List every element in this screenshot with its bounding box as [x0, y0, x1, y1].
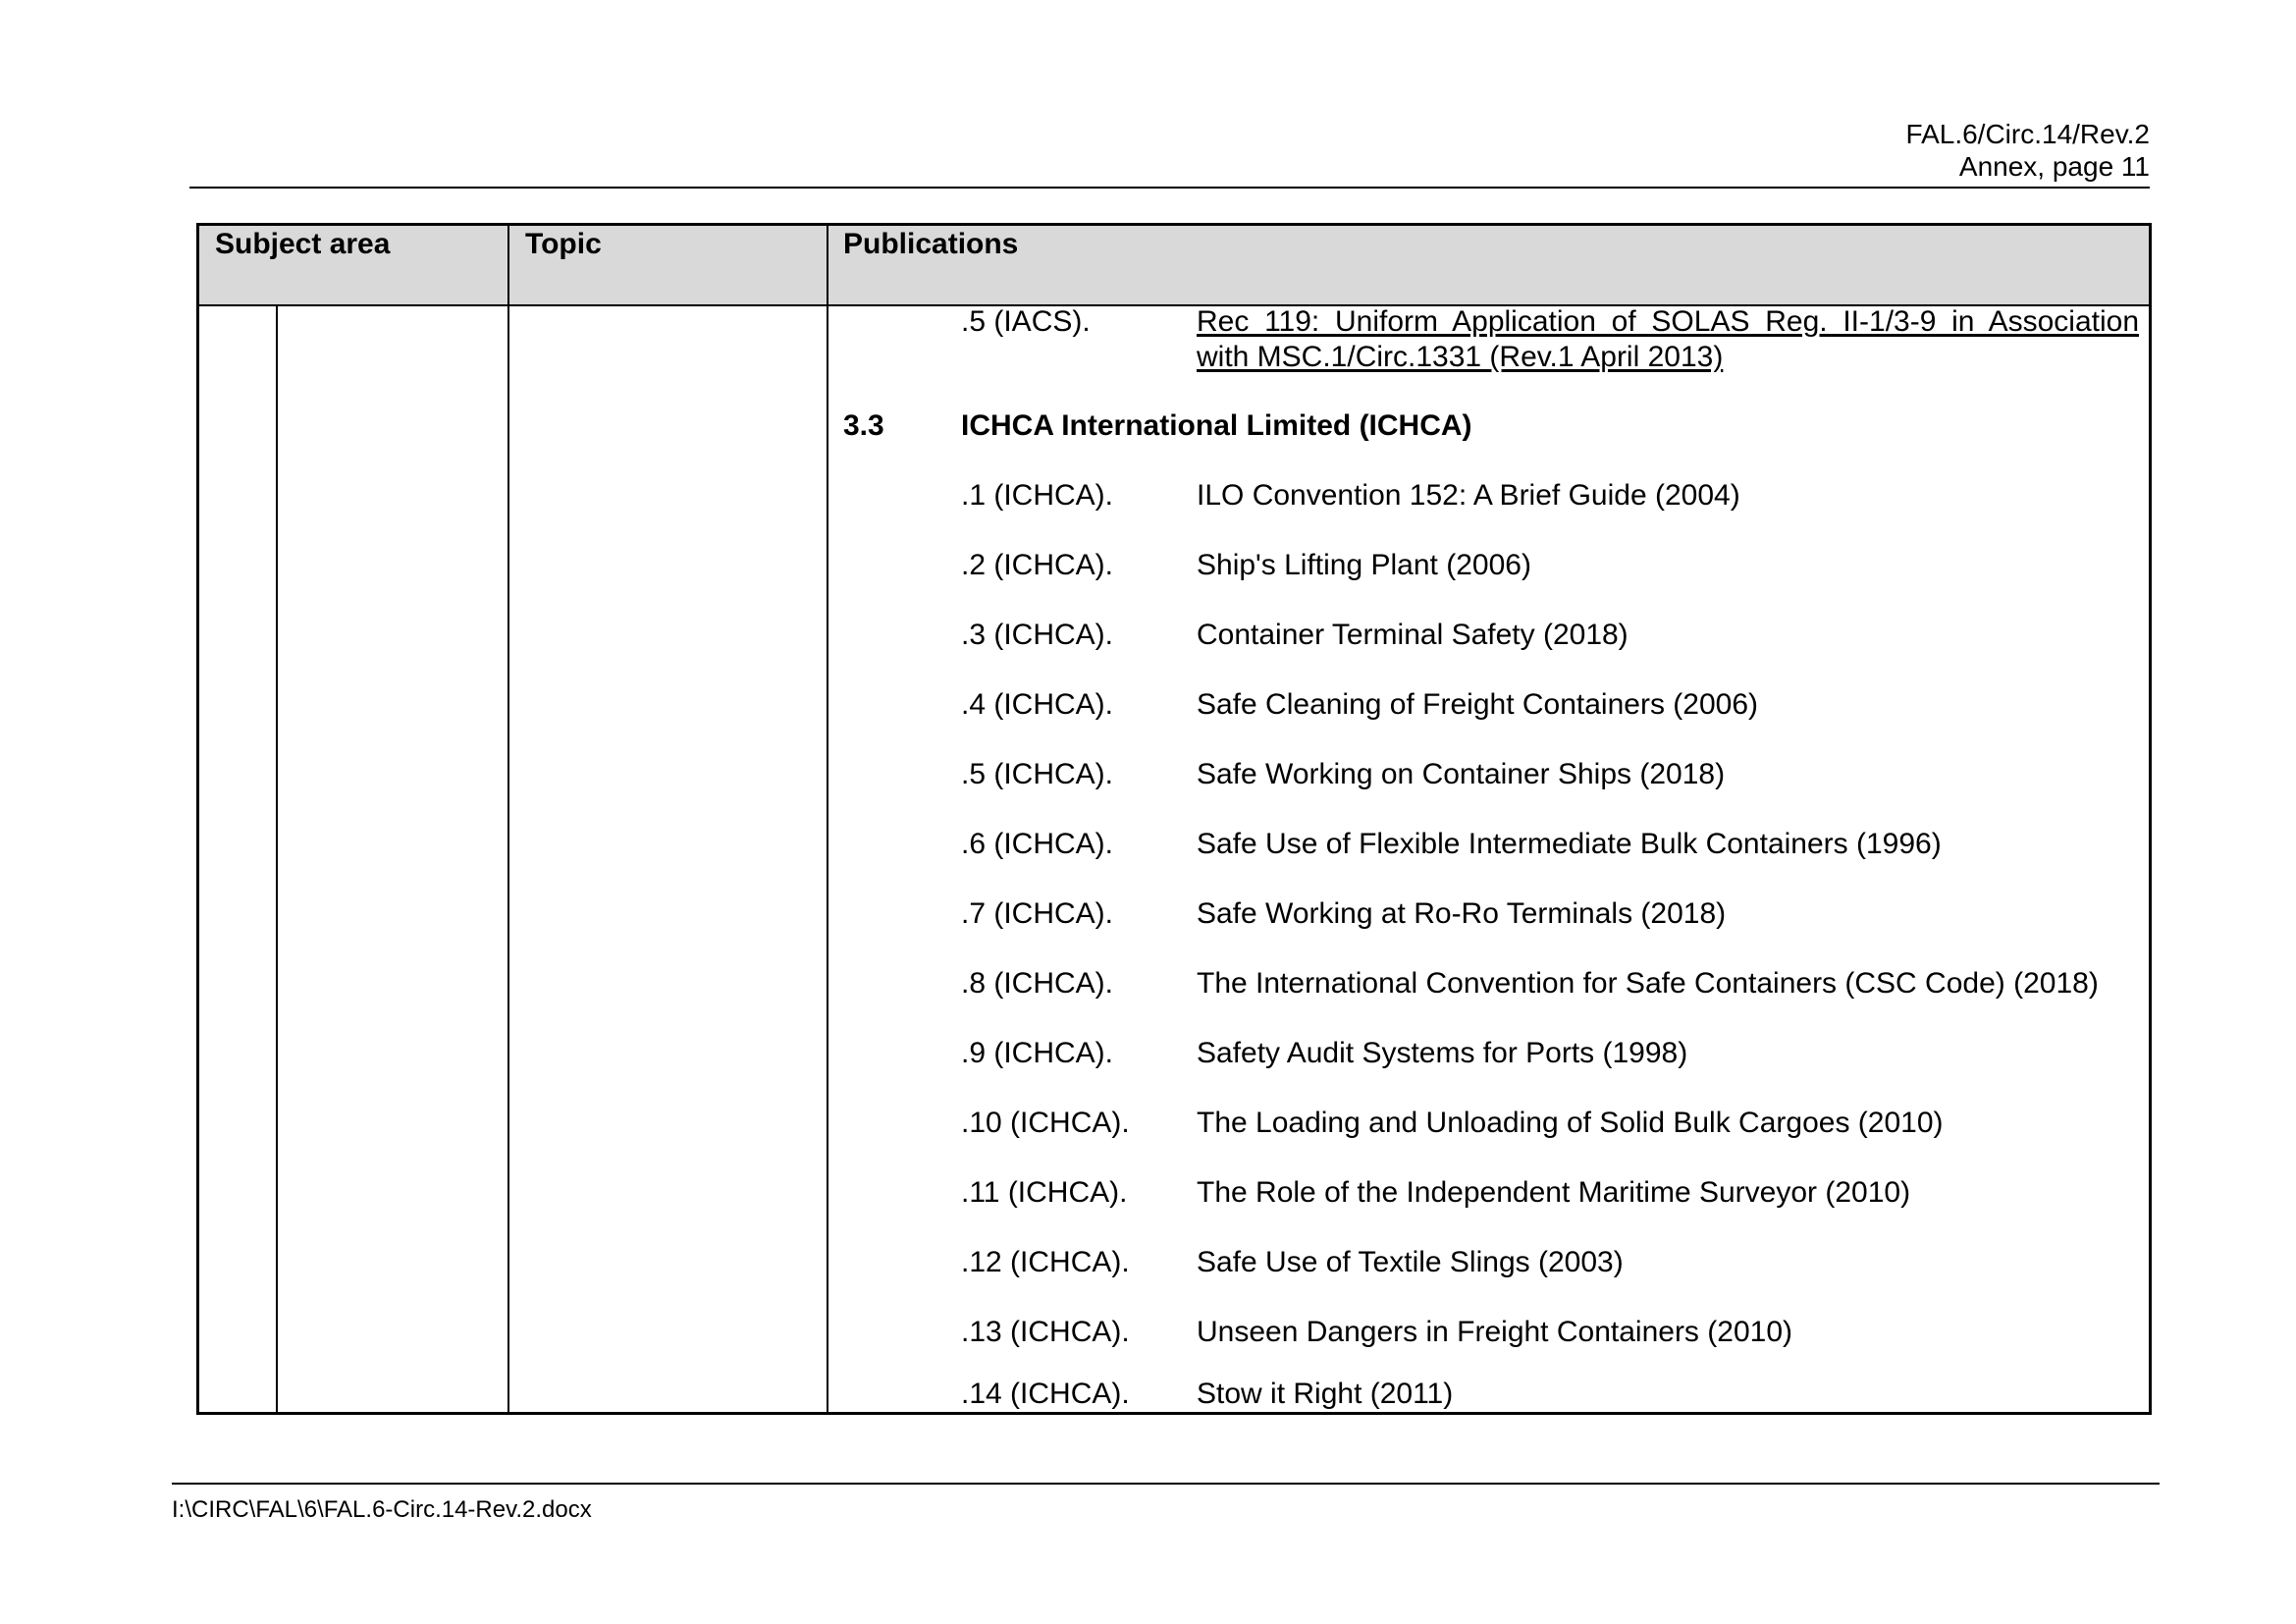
entry-title: Safe Use of Textile Slings (2003)	[1197, 1246, 1624, 1278]
document-reference: FAL.6/Circ.14/Rev.2	[1905, 119, 2150, 149]
entry-ref: .12 (ICHCA).	[961, 1246, 1130, 1278]
entry-title: Safe Cleaning of Freight Containers (2006)	[1197, 688, 1758, 721]
entry-ref: .8 (ICHCA).	[961, 967, 1114, 1000]
entry-ref: .5 (ICHCA).	[961, 758, 1114, 790]
entry-ref: .7 (ICHCA).	[961, 897, 1114, 930]
page-footer	[172, 1483, 2160, 1524]
entry-ref: .14 (ICHCA).	[961, 1378, 1130, 1410]
entry-title: Safe Working at Ro-Ro Terminals (2018)	[1197, 897, 1727, 930]
entry-title: Safe Use of Flexible Intermediate Bulk Containers (1996)	[1197, 828, 1942, 860]
entry-ref: .4 (ICHCA).	[961, 688, 1114, 721]
entry-title: Container Terminal Safety (2018)	[1197, 619, 1629, 651]
entry-title: Safety Audit Systems for Ports (1998)	[1197, 1037, 1688, 1069]
entry-ref: .9 (ICHCA).	[961, 1037, 1114, 1069]
column-divider	[507, 226, 509, 1412]
entry-title-continued: with MSC.1/Circ.1331 (Rev.1 April 2013)	[1197, 341, 1724, 373]
entry-title: Safe Working on Container Ships (2018)	[1197, 758, 1726, 790]
table-header-row	[199, 226, 2149, 306]
page-header	[189, 118, 2150, 189]
entry-ref: .10 (ICHCA).	[961, 1107, 1130, 1139]
entry-ref: .6 (ICHCA).	[961, 828, 1114, 860]
subcolumn-divider	[276, 304, 278, 1412]
entry-title: Ship's Lifting Plant (2006)	[1197, 549, 1531, 581]
column-header-topic: Topic	[525, 228, 602, 260]
column-header-publications: Publications	[843, 228, 1019, 260]
entry-ref: .1 (ICHCA).	[961, 479, 1114, 512]
entry-title	[1197, 304, 2139, 340]
file-path: I:\CIRC\FAL\6\FAL.6-Circ.14-Rev.2.docx	[172, 1496, 592, 1523]
publications-table	[196, 223, 2152, 1415]
entry-title: The Loading and Unloading of Solid Bulk Cargoes (2010)	[1197, 1107, 1944, 1139]
entry-ref: .11 (ICHCA).	[961, 1176, 1128, 1209]
entry-ref: .13 (ICHCA).	[961, 1316, 1130, 1348]
page-number: Annex, page 11	[1958, 151, 2150, 182]
entry-title: Unseen Dangers in Freight Containers (2010)	[1197, 1316, 1792, 1348]
section-title: ICHCA International Limited (ICHCA)	[961, 409, 1472, 442]
column-divider	[827, 226, 828, 1412]
entry-title: The Role of the Independent Maritime Surveyor (2010)	[1197, 1176, 1911, 1209]
entry-ref: .5 (IACS).	[961, 305, 1091, 338]
entry-ref: .2 (ICHCA).	[961, 549, 1114, 581]
entry-ref: .3 (ICHCA).	[961, 619, 1114, 651]
section-number: 3.3	[843, 409, 884, 442]
entry-title: Stow it Right (2011)	[1197, 1378, 1454, 1410]
entry-title: The International Convention for Safe Containers (CSC Code) (2018)	[1197, 967, 2099, 1000]
entry-title-line: Rec 119: Uniform Application of SOLAS Reg. II-1/3-9 in Association	[1197, 305, 2139, 338]
entry-title: ILO Convention 152: A Brief Guide (2004)	[1197, 479, 1740, 512]
column-header-subject-area: Subject area	[215, 228, 391, 260]
